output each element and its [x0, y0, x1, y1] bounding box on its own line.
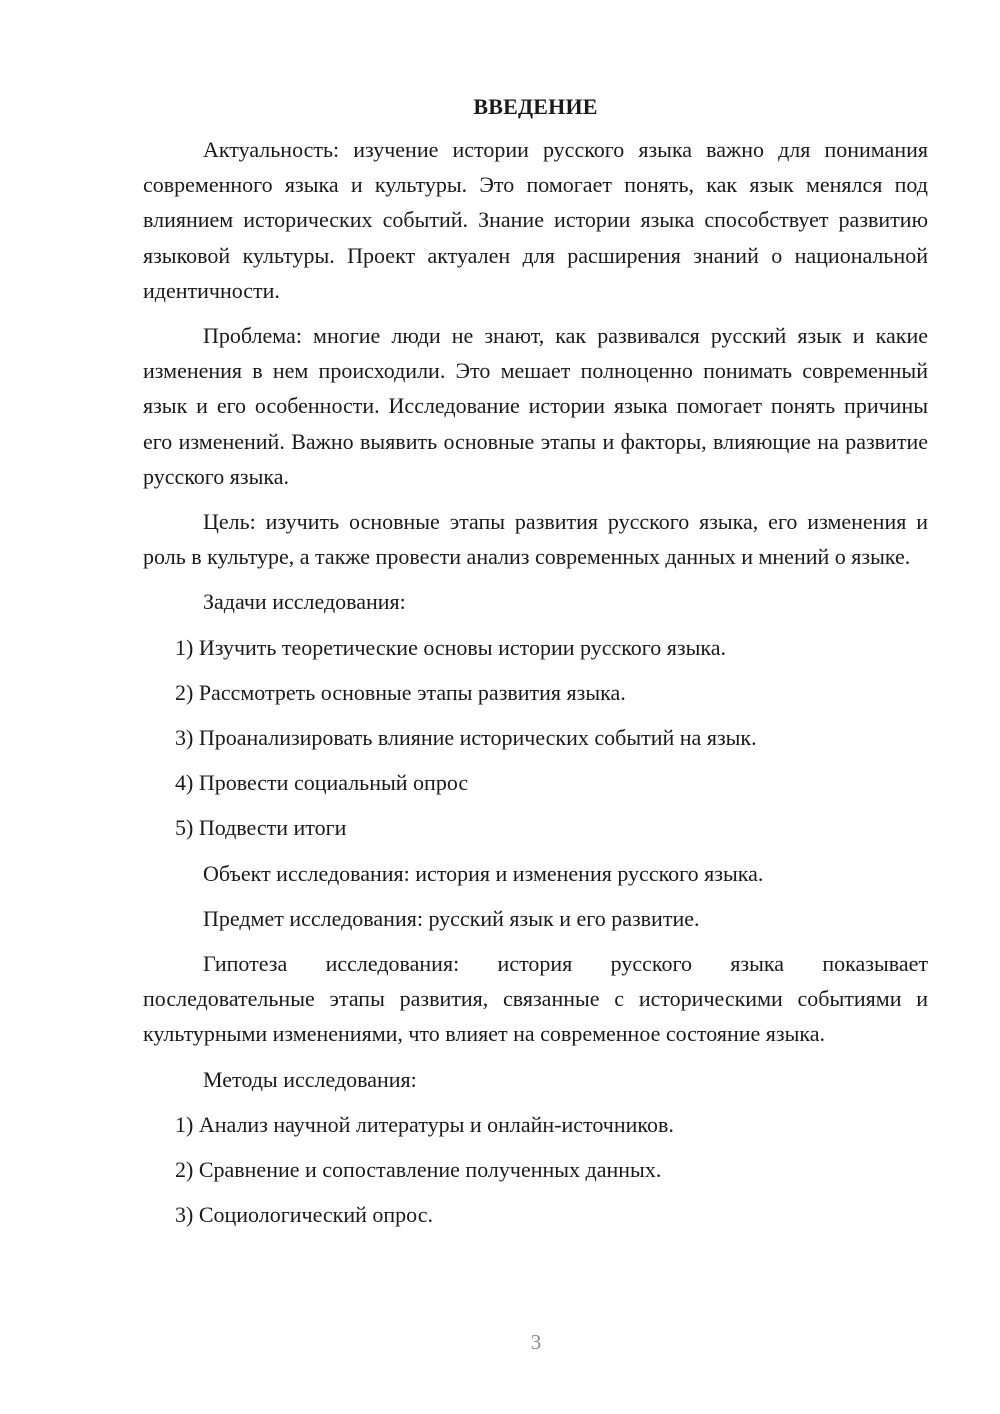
object-line: Объект исследования: история и изменения русского языка.	[203, 860, 764, 886]
document-page	[143, 92, 928, 1242]
methods-heading: Методы исследования:	[203, 1066, 417, 1092]
list-item: 3) Проанализировать влияние исторических событий на язык.	[175, 725, 757, 751]
problem-paragraph: Проблема: многие люди не знают, как развивался русский язык и какие изменения в нем происходили. Это мешает полноценно понимать современный язык и его особенности. Исследование истории языка помогает понять причины его изменений. Важно выявить основные этапы и факторы, влияющие на развитие русского языка.	[143, 323, 928, 489]
methods-list	[143, 1107, 928, 1233]
list-item: 3) Социологический опрос.	[175, 1202, 433, 1228]
goal-paragraph: Цель: изучить основные этапы развития русского языка, его изменения и роль в культуре, а также провести анализ современных данных и мнений о языке.	[143, 509, 928, 570]
section-title: ВВЕДЕНИЕ	[473, 94, 598, 119]
hypothesis-paragraph: Гипотеза исследования: история русского языка показывает последовательные этапы развития, связанные с историческими событиями и культурными изменениями, что влияет на современное состояние языка.	[143, 951, 928, 1047]
tasks-list	[143, 630, 928, 846]
list-item: 4) Провести социальный опрос	[175, 770, 469, 796]
list-item: 2) Рассмотреть основные этапы развития языка.	[175, 679, 626, 705]
relevance-paragraph: Актуальность: изучение истории русского языка важно для понимания современного языка и культуры. Это помогает понять, как язык менялся под влиянием исторических событий. Знание истории языка способствует развитию языковой культуры. Проект актуален для расширения знаний о национальной идентичности.	[143, 137, 928, 303]
list-item: 1) Изучить теоретические основы истории русского языка.	[175, 634, 726, 660]
page-number: 3	[530, 1330, 542, 1354]
tasks-heading: Задачи исследования:	[203, 589, 406, 615]
list-item: 1) Анализ научной литературы и онлайн-источников.	[175, 1111, 674, 1137]
list-item: 2) Сравнение и сопоставление полученных данных.	[175, 1157, 662, 1183]
list-item: 5) Подвести итоги	[175, 815, 347, 841]
subject-line: Предмет исследования: русский язык и его развитие.	[203, 905, 700, 931]
